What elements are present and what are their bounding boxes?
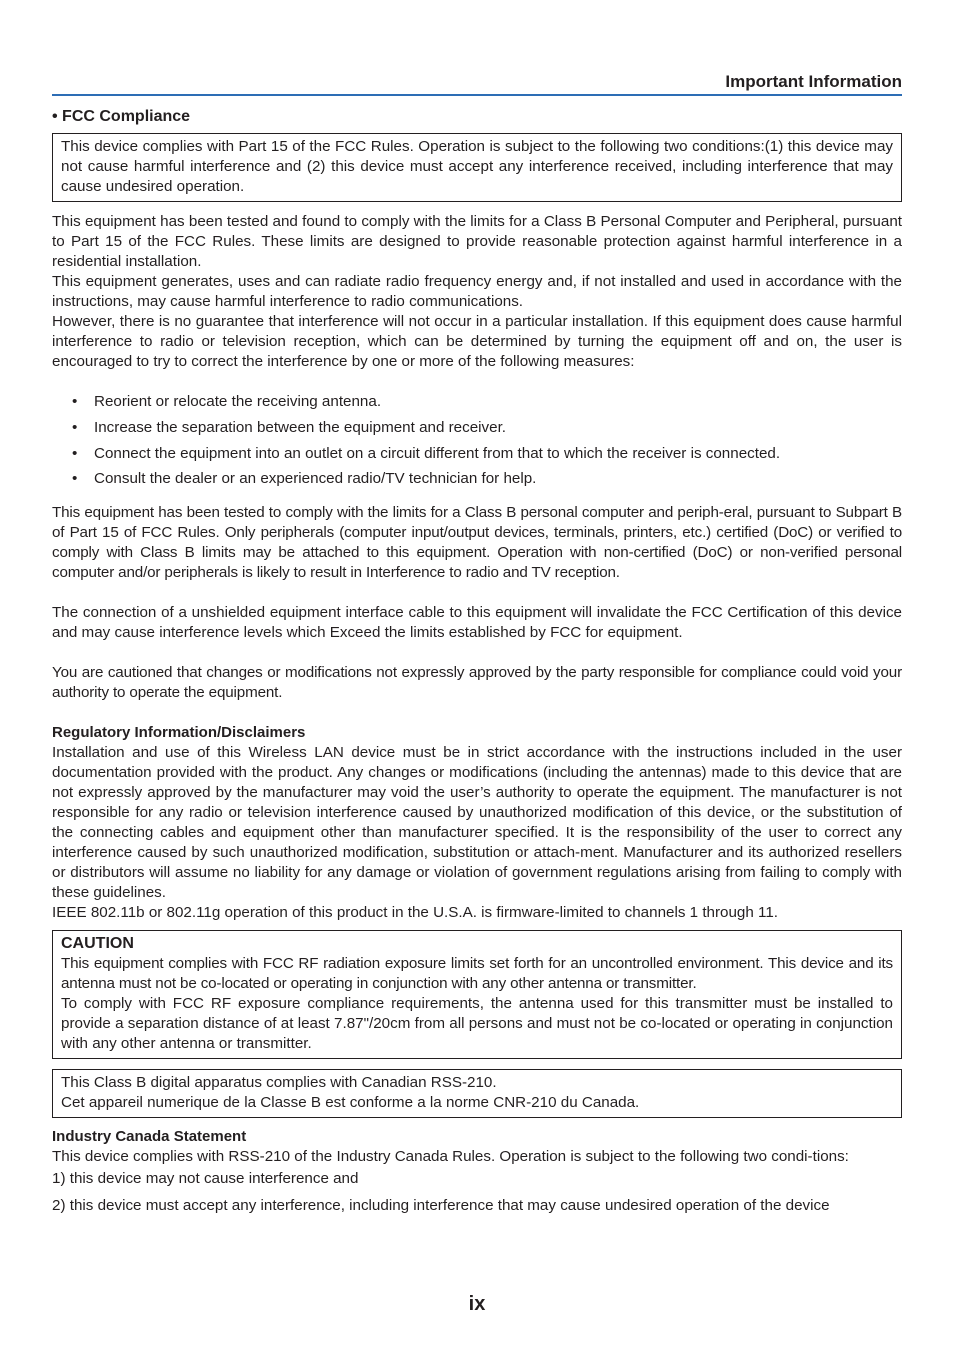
regulatory-ieee: IEEE 802.11b or 802.11g operation of this product in the U.S.A. is firmware-limited to channels 1 through 11. bbox=[52, 904, 779, 922]
canada-rss-line-1: This Class B digital apparatus complies with Canadian RSS-210. bbox=[61, 1074, 497, 1092]
fcc-conditions-box bbox=[52, 133, 902, 202]
bullet-icon: • bbox=[72, 418, 78, 436]
page-content bbox=[52, 107, 902, 1216]
fcc-paragraph-1: This equipment has been tested and found to comply with the limits for a Class B Personal Computer and Peripheral, pursuant to Part 15 of the FCC Rules. These limits are designed to provide reasonable protection against harmful interference in a residential installation. bbox=[52, 213, 902, 270]
bullet-icon: • bbox=[72, 444, 78, 462]
industry-canada-condition-2: 2) this device must accept any interference, including interference that may cause undesired operation of the device bbox=[52, 1197, 830, 1215]
bullet-icon: • bbox=[72, 470, 78, 488]
list-item: • Increase the separation between the equipment and receiver. bbox=[72, 418, 507, 436]
measures-list bbox=[52, 392, 902, 489]
page-number: ix bbox=[468, 1293, 486, 1315]
canada-rss-line-2: Cet appareil numerique de la Classe B est conforme a la norme CNR-210 du Canada. bbox=[61, 1094, 640, 1112]
canada-rss-box bbox=[52, 1069, 902, 1118]
fcc-paragraph-3: However, there is no guarantee that interference will not occur in a particular installation. If this equipment does cause harmful interference to radio or television reception, which can be determined by turning the equipment off and on, the user is encouraged to try to correct the interference by one or more of the following measures: bbox=[52, 313, 902, 370]
list-item: • Reorient or relocate the receiving antenna. bbox=[72, 393, 382, 410]
page-header bbox=[52, 72, 902, 96]
header-title: Important Information bbox=[725, 72, 902, 91]
caution-text-2: To comply with FCC RF exposure compliance requirements, the antenna used for this transmitter must be installed to provide a separation distance of at least 7.87"/20cm from all persons and must not be co-located or operating in conjunction with any other antenna or transmitter. bbox=[61, 995, 893, 1053]
fcc-paragraph-2: This equipment generates, uses and can radiate radio frequency energy and, if not installed and used in accordance with the instructions, may cause harmful interference to radio communications. bbox=[52, 273, 902, 310]
bullet-icon: • bbox=[72, 393, 78, 410]
fcc-paragraph-5: The connection of a unshielded equipment interface cable to this equipment will invalidate the FCC Certification of this device and may cause interference levels which Exceed the limits established by FCC for equipment. bbox=[52, 604, 902, 642]
caution-title: CAUTION bbox=[61, 935, 134, 953]
regulatory-heading: Regulatory Information/Disclaimers bbox=[52, 724, 306, 742]
fcc-compliance-heading: • FCC Compliance bbox=[52, 108, 191, 125]
regulatory-body: Installation and use of this Wireless LAN device must be in strict accordance with the instructions included in the user documentation provided with the product. Any changes or modifications (including the antennas) made to this device that are not expressly approved by the manufacturer may void the user’s authority to operate the equipment. The manufacturer is not responsible for any radio or television interference caused by unauthorized modification of this device, or the substitution of the connecting cables and equipment other than manufacturer specified. It is the responsibility of the user to correct any interference caused by such unauthorized modification, substitution or attach-ment. Manufacturer and its authorized resellers or distributors will assume no liability for any damage or violation of government regulations arising from failing to comply with these guidelines. bbox=[52, 744, 902, 902]
industry-canada-heading: Industry Canada Statement bbox=[52, 1128, 247, 1146]
list-item: • Connect the equipment into an outlet on a circuit different from that to which the receiver is connected. bbox=[72, 444, 781, 462]
fcc-paragraph-4: This equipment has been tested to comply with the limits for a Class B personal computer and periph-eral, pursuant to Subpart B of Part 15 of FCC Rules. Only peripherals (computer input/output devices, terminals, printers, etc.) certified (DoC) or verified to comply with Class B limits may be attached to this equipment. Operation with non-certified (DoC) or non-verified personal computer and/or peripherals is likely to result in Interference to radio and TV reception. bbox=[52, 504, 902, 582]
caution-box bbox=[52, 930, 902, 1059]
industry-canada-condition-1: 1) this device may not cause interference and bbox=[52, 1170, 359, 1188]
fcc-paragraph-6: You are cautioned that changes or modifications not expressly approved by the party responsible for compliance could void your authority to operate the equipment. bbox=[52, 664, 902, 702]
industry-canada-intro: This device complies with RSS-210 of the Industry Canada Rules. Operation is subject to the following two condi-tions: bbox=[52, 1148, 849, 1166]
caution-text-1: This equipment complies with FCC RF radiation exposure limits set forth for an uncontrolled environment. This device and its antenna must not be co-located or operating in conjunction with any other antenna or transmitter. bbox=[61, 955, 893, 993]
list-item: • Consult the dealer or an experienced radio/TV technician for help. bbox=[72, 470, 537, 488]
fcc-conditions-text: This device complies with Part 15 of the FCC Rules. Operation is subject to the following two conditions:(1) this device may not cause harmful interference and (2) this device must accept any interference received, including interference that may cause undesired operation. bbox=[61, 138, 893, 195]
